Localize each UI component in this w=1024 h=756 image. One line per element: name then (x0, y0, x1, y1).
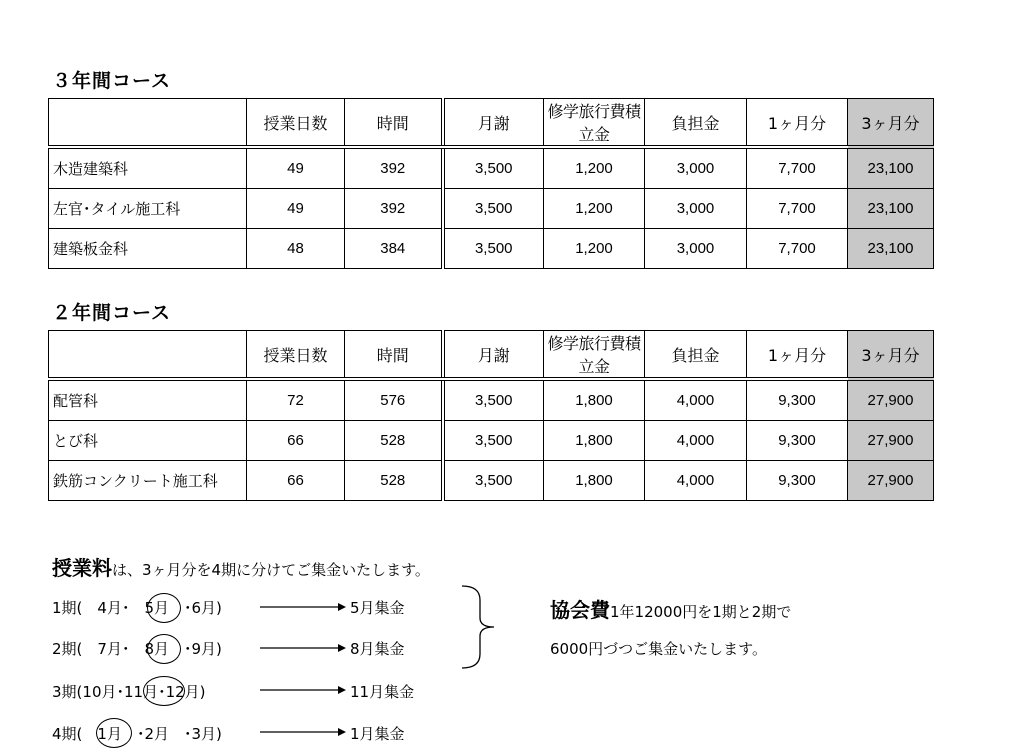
header-row (49, 331, 934, 380)
value-cell: 3,500 (443, 421, 544, 461)
table-row (49, 189, 934, 229)
header-cell: 修学旅行費積立金 (544, 331, 645, 380)
header-cell: 1ヶ月分 (747, 99, 848, 148)
header-cell: 月謝 (443, 99, 544, 148)
value-cell: 9,300 (747, 379, 848, 421)
table-row (49, 421, 934, 461)
collect-2: 8月集金 (350, 640, 405, 658)
header-cell (49, 331, 247, 380)
association-fee-text: 1年12000円を1期と2期で (610, 603, 792, 621)
section-title-2year: ２年間コース (52, 302, 172, 324)
value-cell: 72 (247, 379, 345, 421)
collect-1: 5月集金 (350, 599, 405, 617)
tuition-note (52, 552, 430, 581)
collect-3: 11月集金 (350, 683, 415, 701)
value-cell: 3,500 (443, 189, 544, 229)
value-cell: 27,900 (848, 461, 934, 501)
course-name-cell: 鉄筋コンクリート施工科 (49, 461, 247, 501)
month-circle-2 (147, 634, 181, 664)
fee-table-3year (48, 98, 934, 269)
header-cell: 負担金 (645, 331, 747, 380)
value-cell: 4,000 (645, 379, 747, 421)
value-cell: 1,800 (544, 421, 645, 461)
course-name-cell: とび科 (49, 421, 247, 461)
course-name-cell: 建築板金科 (49, 229, 247, 269)
course-name-cell: 木造建築科 (49, 147, 247, 189)
course-name-cell: 配管科 (49, 379, 247, 421)
association-fee-note (550, 594, 791, 623)
month-circle-1 (147, 593, 181, 623)
value-cell: 3,000 (645, 147, 747, 189)
value-cell: 9,300 (747, 461, 848, 501)
period-1: 1期( 4月･ 5月 ･6月) (52, 599, 222, 617)
value-cell: 3,500 (443, 147, 544, 189)
value-cell: 66 (247, 421, 345, 461)
table-row (49, 147, 934, 189)
value-cell: 49 (247, 189, 345, 229)
header-cell: 3ヶ月分 (848, 331, 934, 380)
period-2: 2期( 7月･ 8月 ･9月) (52, 640, 222, 658)
value-cell: 9,300 (747, 421, 848, 461)
value-cell: 49 (247, 147, 345, 189)
course-name-cell: 左官･タイル施工科 (49, 189, 247, 229)
table-row (49, 229, 934, 269)
value-cell: 23,100 (848, 229, 934, 269)
collect-4: 1月集金 (350, 725, 405, 743)
arrow-lines (258, 597, 348, 737)
period-3: 3期(10月･11月･12月) (52, 683, 206, 701)
period-4: 4期( 1月 ･2月 ･3月) (52, 725, 222, 743)
month-circle-3 (143, 676, 185, 706)
value-cell: 27,900 (848, 379, 934, 421)
value-cell: 23,100 (848, 189, 934, 229)
value-cell: 27,900 (848, 421, 934, 461)
month-circle-4 (96, 718, 132, 748)
value-cell: 3,000 (645, 189, 747, 229)
header-cell: 3ヶ月分 (848, 99, 934, 148)
value-cell: 392 (345, 189, 443, 229)
header-cell: 時間 (345, 99, 443, 148)
value-cell: 4,000 (645, 461, 747, 501)
value-cell: 1,200 (544, 189, 645, 229)
header-cell: 月謝 (443, 331, 544, 380)
value-cell: 528 (345, 461, 443, 501)
header-cell: 授業日数 (247, 99, 345, 148)
value-cell: 1,200 (544, 147, 645, 189)
value-cell: 384 (345, 229, 443, 269)
header-cell: 時間 (345, 331, 443, 380)
header-row (49, 99, 934, 148)
value-cell: 4,000 (645, 421, 747, 461)
value-cell: 3,000 (645, 229, 747, 269)
value-cell: 1,800 (544, 379, 645, 421)
value-cell: 7,700 (747, 229, 848, 269)
value-cell: 392 (345, 147, 443, 189)
right-brace (458, 584, 498, 670)
table-row (49, 461, 934, 501)
table-row (49, 379, 934, 421)
value-cell: 3,500 (443, 461, 544, 501)
association-fee-lead: 協会費 (550, 598, 610, 622)
association-fee-line2: 6000円づつご集金いたします。 (550, 640, 767, 658)
header-cell: 1ヶ月分 (747, 331, 848, 380)
value-cell: 3,500 (443, 229, 544, 269)
tuition-note-text: は、3ヶ月分を4期に分けてご集金いたします。 (112, 561, 430, 579)
value-cell: 3,500 (443, 379, 544, 421)
value-cell: 7,700 (747, 147, 848, 189)
value-cell: 48 (247, 229, 345, 269)
value-cell: 7,700 (747, 189, 848, 229)
value-cell: 1,200 (544, 229, 645, 269)
value-cell: 528 (345, 421, 443, 461)
tuition-note-lead: 授業料 (52, 556, 112, 580)
header-cell: 修学旅行費積立金 (544, 99, 645, 148)
value-cell: 66 (247, 461, 345, 501)
value-cell: 1,800 (544, 461, 645, 501)
fee-table-2year (48, 330, 934, 501)
section-title-3year: ３年間コース (52, 70, 172, 92)
header-cell: 授業日数 (247, 331, 345, 380)
header-cell: 負担金 (645, 99, 747, 148)
value-cell: 576 (345, 379, 443, 421)
value-cell: 23,100 (848, 147, 934, 189)
header-cell (49, 99, 247, 148)
